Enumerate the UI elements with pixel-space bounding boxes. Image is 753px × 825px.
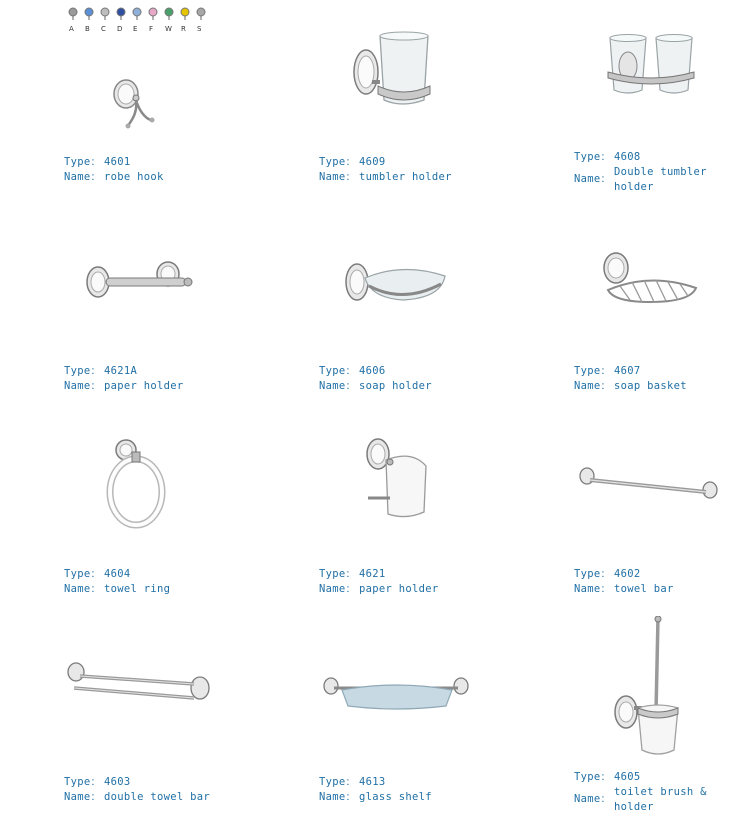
soap-holder-icon <box>343 258 449 308</box>
product-name: soap holder <box>359 380 432 392</box>
product-info: Type： 4603 Name： double towel bar <box>64 776 210 803</box>
product-name: tumbler holder <box>359 171 452 183</box>
swatch-a: A <box>66 6 80 36</box>
double-towel-bar-icon <box>66 662 212 706</box>
product-info: Type： 4601 Name： robe hook <box>64 156 164 183</box>
product-info: Type： 4621 Name： paper holder <box>319 568 439 595</box>
swatch-c: C <box>98 6 112 36</box>
swatch-r: R <box>178 6 192 36</box>
product-info: Type： 4602 Name： towel bar <box>574 568 674 595</box>
product-type: 4607 <box>614 365 641 377</box>
product-type: 4621 <box>359 568 386 580</box>
product-name: toilet brush & holder <box>614 786 707 813</box>
glass-shelf-icon <box>322 676 470 712</box>
product-name: towel bar <box>614 583 674 595</box>
product-info: Type： 4605 Name： toilet brush & holder <box>574 770 714 815</box>
product-type: 4608 <box>614 151 641 163</box>
product-type: 4613 <box>359 776 386 788</box>
tumbler-holder-icon <box>350 28 450 116</box>
product-type: 4601 <box>104 156 131 168</box>
product-info: Type： 4606 Name： soap holder <box>319 365 432 392</box>
swatch-f: F <box>146 6 160 36</box>
robe-hook-icon <box>108 74 164 132</box>
swatch-s: S <box>194 6 208 36</box>
product-type: 4606 <box>359 365 386 377</box>
product-type: 4603 <box>104 776 131 788</box>
product-name: soap basket <box>614 380 687 392</box>
swatch-b: B <box>82 6 96 36</box>
product-info: Type： 4621A Name： paper holder <box>64 365 184 392</box>
double-tumbler-holder-icon <box>606 32 698 102</box>
product-info: Type： 4608 Name： Double tumbler holder <box>574 150 714 195</box>
product-info: Type： 4613 Name： glass shelf <box>319 776 432 803</box>
product-info: Type： 4607 Name： soap basket <box>574 365 687 392</box>
product-type: 4604 <box>104 568 131 580</box>
product-type: 4605 <box>614 771 641 783</box>
swatch-d: D <box>114 6 128 36</box>
toilet-brush-holder-icon <box>612 616 684 760</box>
product-name: Double tumbler holder <box>614 166 707 193</box>
towel-ring-icon <box>104 438 170 530</box>
product-name: towel ring <box>104 583 171 595</box>
product-type: 4602 <box>614 568 641 580</box>
product-name: paper holder <box>104 380 184 392</box>
product-name: robe hook <box>104 171 164 183</box>
product-info: Type： 4604 Name： towel ring <box>64 568 171 595</box>
towel-bar-icon <box>578 466 720 500</box>
covered-paper-holder-icon <box>362 436 432 530</box>
product-name: paper holder <box>359 583 439 595</box>
product-type: 4609 <box>359 156 386 168</box>
product-info: Type： 4609 Name： tumbler holder <box>319 156 452 183</box>
product-name: glass shelf <box>359 791 432 803</box>
product-name: double towel bar <box>104 791 210 803</box>
product-type: 4621A <box>104 365 138 377</box>
paper-holder-icon <box>84 260 196 300</box>
soap-basket-icon <box>600 250 702 306</box>
swatch-w: W <box>162 6 176 36</box>
finish-swatches <box>66 6 216 36</box>
swatch-e: E <box>130 6 144 36</box>
